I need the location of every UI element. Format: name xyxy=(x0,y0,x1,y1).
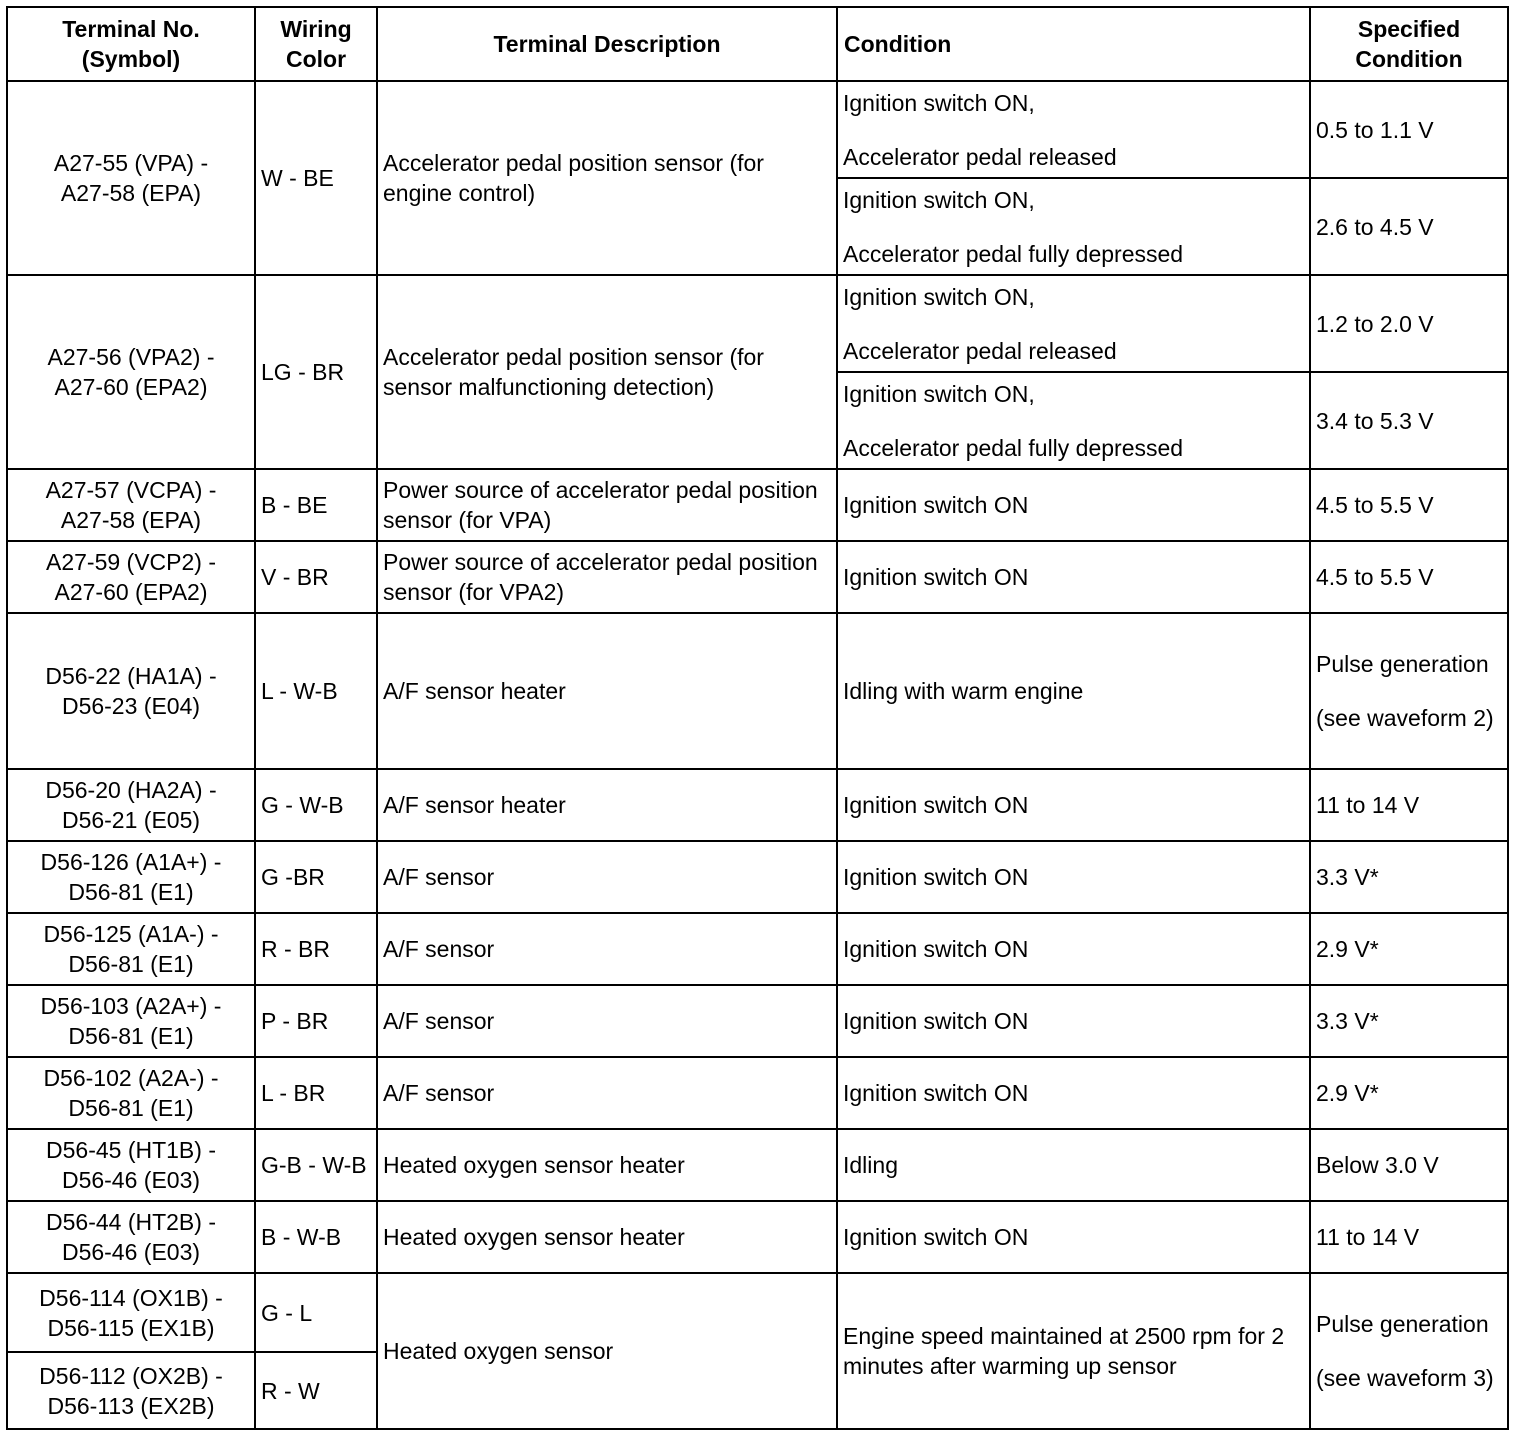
header-terminal-description: Terminal Description xyxy=(377,7,837,81)
terminal-cell: D56-103 (A2A+) - D56-81 (E1) xyxy=(7,985,255,1057)
terminal-cell: A27-57 (VCPA) - A27-58 (EPA) xyxy=(7,469,255,541)
table-row xyxy=(7,613,1508,769)
condition-cell: Ignition switch ON xyxy=(837,1201,1310,1273)
description-cell: Accelerator pedal position sensor (for engine control) xyxy=(377,81,837,275)
terminal-cell: D56-45 (HT1B) - D56-46 (E03) xyxy=(7,1129,255,1201)
table-row xyxy=(7,913,1508,985)
specified-condition-cell: 2.9 V* xyxy=(1310,913,1508,985)
specified-condition-cell: 3.4 to 5.3 V xyxy=(1310,372,1508,469)
terminal-cell: D56-102 (A2A-) - D56-81 (E1) xyxy=(7,1057,255,1129)
wiring-color-cell: P - BR xyxy=(255,985,377,1057)
table-row xyxy=(7,769,1508,841)
header-condition: Condition xyxy=(837,7,1310,81)
specified-condition-cell: 3.3 V* xyxy=(1310,841,1508,913)
table-row xyxy=(7,469,1508,541)
condition-cell: Ignition switch ON, Accelerator pedal released xyxy=(837,275,1310,372)
specified-condition-cell: 4.5 to 5.5 V xyxy=(1310,541,1508,613)
table-row xyxy=(7,81,1508,178)
table-row xyxy=(7,541,1508,613)
header-specified-condition: Specified Condition xyxy=(1310,7,1508,81)
header-row xyxy=(7,7,1508,81)
wiring-color-cell: B - W-B xyxy=(255,1201,377,1273)
terminal-cell: A27-55 (VPA) - A27-58 (EPA) xyxy=(7,81,255,275)
terminal-cell: D56-44 (HT2B) - D56-46 (E03) xyxy=(7,1201,255,1273)
specified-condition-cell: 0.5 to 1.1 V xyxy=(1310,81,1508,178)
description-cell: Heated oxygen sensor xyxy=(377,1273,837,1429)
terminal-cell: D56-114 (OX1B) - D56-115 (EX1B) xyxy=(7,1273,255,1352)
condition-cell: Ignition switch ON, Accelerator pedal fully depressed xyxy=(837,372,1310,469)
specified-condition-cell: 1.2 to 2.0 V xyxy=(1310,275,1508,372)
wiring-color-cell: G - W-B xyxy=(255,769,377,841)
terminal-spec-table xyxy=(6,6,1509,1430)
description-cell: Heated oxygen sensor heater xyxy=(377,1201,837,1273)
table-row xyxy=(7,275,1508,372)
condition-cell: Ignition switch ON xyxy=(837,913,1310,985)
wiring-color-cell: R - W xyxy=(255,1352,377,1429)
wiring-color-cell: LG - BR xyxy=(255,275,377,469)
condition-cell: Ignition switch ON, Accelerator pedal released xyxy=(837,81,1310,178)
table-row xyxy=(7,841,1508,913)
wiring-color-cell: R - BR xyxy=(255,913,377,985)
condition-cell: Ignition switch ON xyxy=(837,769,1310,841)
specified-condition-cell: 2.9 V* xyxy=(1310,1057,1508,1129)
wiring-color-cell: B - BE xyxy=(255,469,377,541)
wiring-color-cell: V - BR xyxy=(255,541,377,613)
table-row xyxy=(7,1129,1508,1201)
terminal-cell: A27-56 (VPA2) - A27-60 (EPA2) xyxy=(7,275,255,469)
terminal-cell: D56-20 (HA2A) - D56-21 (E05) xyxy=(7,769,255,841)
description-cell: Power source of accelerator pedal position sensor (for VPA) xyxy=(377,469,837,541)
wiring-color-cell: L - BR xyxy=(255,1057,377,1129)
description-cell: Power source of accelerator pedal position sensor (for VPA2) xyxy=(377,541,837,613)
condition-cell: Idling xyxy=(837,1129,1310,1201)
specified-condition-cell: 11 to 14 V xyxy=(1310,1201,1508,1273)
description-cell: A/F sensor xyxy=(377,985,837,1057)
description-cell: A/F sensor xyxy=(377,1057,837,1129)
wiring-color-cell: L - W-B xyxy=(255,613,377,769)
condition-cell: Ignition switch ON xyxy=(837,469,1310,541)
wiring-color-cell: G -BR xyxy=(255,841,377,913)
condition-cell: Ignition switch ON xyxy=(837,541,1310,613)
description-cell: A/F sensor heater xyxy=(377,613,837,769)
condition-cell: Ignition switch ON xyxy=(837,985,1310,1057)
terminal-cell: D56-125 (A1A-) - D56-81 (E1) xyxy=(7,913,255,985)
description-cell: Heated oxygen sensor heater xyxy=(377,1129,837,1201)
specified-condition-cell: Pulse generation (see waveform 2) xyxy=(1310,613,1508,769)
description-cell: A/F sensor xyxy=(377,913,837,985)
description-cell: Accelerator pedal position sensor (for sensor malfunctioning detection) xyxy=(377,275,837,469)
table-row xyxy=(7,1273,1508,1352)
specified-condition-cell: Below 3.0 V xyxy=(1310,1129,1508,1201)
specified-condition-cell: Pulse generation (see waveform 3) xyxy=(1310,1273,1508,1429)
condition-cell: Ignition switch ON, Accelerator pedal fully depressed xyxy=(837,178,1310,275)
condition-cell: Idling with warm engine xyxy=(837,613,1310,769)
terminal-cell: D56-126 (A1A+) - D56-81 (E1) xyxy=(7,841,255,913)
terminal-cell: D56-22 (HA1A) - D56-23 (E04) xyxy=(7,613,255,769)
description-cell: A/F sensor heater xyxy=(377,769,837,841)
condition-cell: Ignition switch ON xyxy=(837,1057,1310,1129)
description-cell: A/F sensor xyxy=(377,841,837,913)
terminal-cell: A27-59 (VCP2) - A27-60 (EPA2) xyxy=(7,541,255,613)
header-terminal: Terminal No. (Symbol) xyxy=(7,7,255,81)
wiring-color-cell: W - BE xyxy=(255,81,377,275)
specified-condition-cell: 11 to 14 V xyxy=(1310,769,1508,841)
table-row xyxy=(7,1057,1508,1129)
table-row xyxy=(7,1201,1508,1273)
table-row xyxy=(7,985,1508,1057)
wiring-color-cell: G-B - W-B xyxy=(255,1129,377,1201)
specified-condition-cell: 4.5 to 5.5 V xyxy=(1310,469,1508,541)
header-wiring-color: Wiring Color xyxy=(255,7,377,81)
specified-condition-cell: 3.3 V* xyxy=(1310,985,1508,1057)
condition-cell: Ignition switch ON xyxy=(837,841,1310,913)
terminal-cell: D56-112 (OX2B) - D56-113 (EX2B) xyxy=(7,1352,255,1429)
specified-condition-cell: 2.6 to 4.5 V xyxy=(1310,178,1508,275)
wiring-color-cell: G - L xyxy=(255,1273,377,1352)
condition-cell: Engine speed maintained at 2500 rpm for 2 minutes after warming up sensor xyxy=(837,1273,1310,1429)
